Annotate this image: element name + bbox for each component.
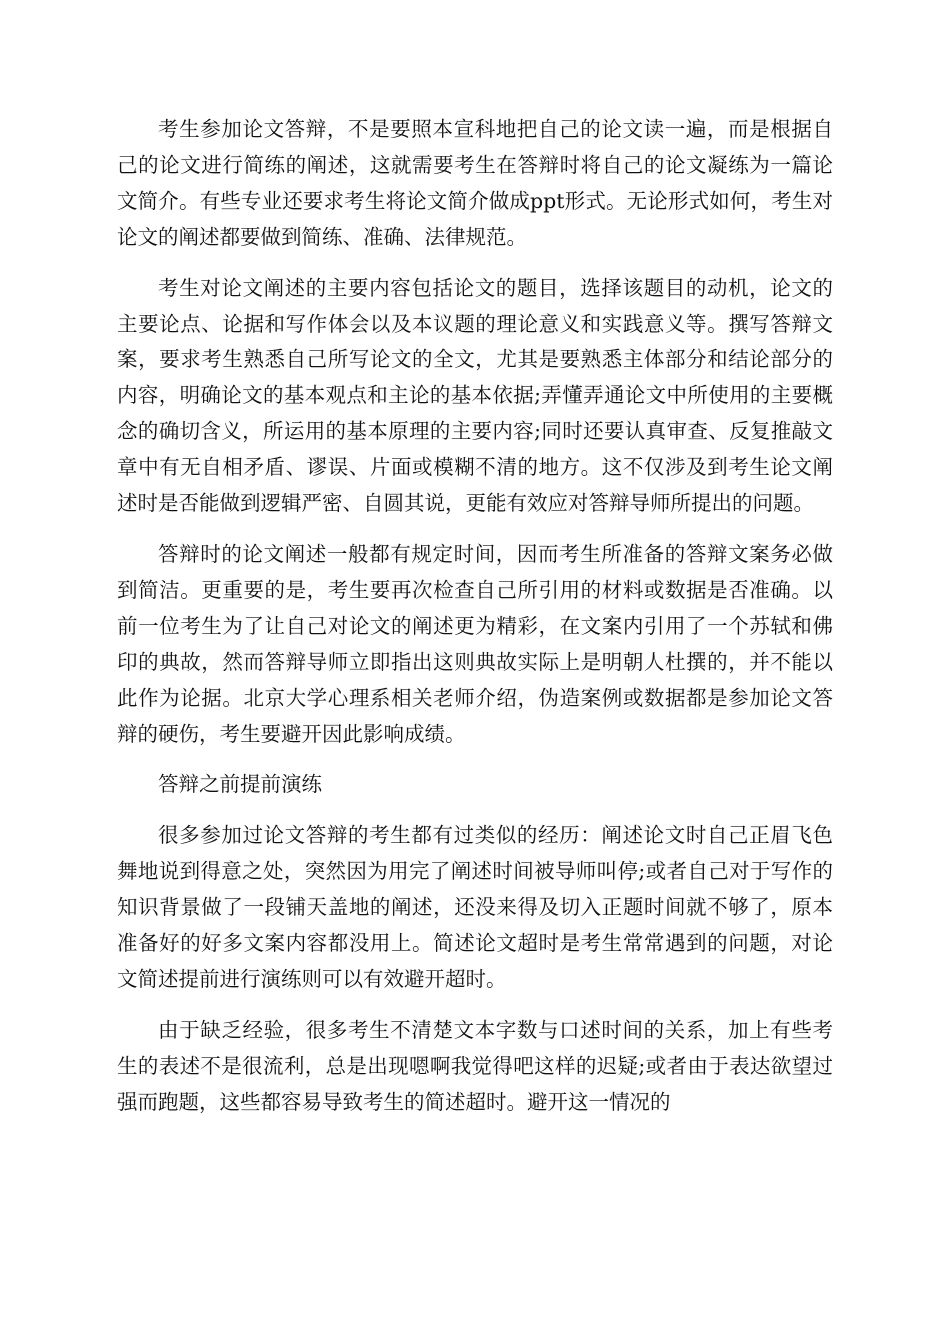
paragraph-3: 答辩时的论文阐述一般都有规定时间，因而考生所准备的答辩文案务必做到简洁。更重要的是，考生要再次检查自己所引用的材料或数据是否准确。以前一位考生为了让自己对论文的阐述更为精彩，在文案内引用了一个苏轼和佛印的典故，然而答辩导师立即指出这则典故实际上是明朝人杜撰的，并不能以此作为论据。北京大学心理系相关老师介绍，伪造案例或数据都是参加论文答辩的硬伤，考生要避开因此影响成绩。	[117, 541, 833, 746]
section-heading: 答辩之前提前演练	[158, 772, 322, 797]
paragraph-4: 很多参加过论文答辩的考生都有过类似的经历：阐述论文时自己正眉飞色舞地说到得意之处，突然因为用完了阐述时间被导师叫停;或者自己对于写作的知识背景做了一段铺天盖地的阐述，还没来得及切入正题时间就不够了，原本准备好的好多文案内容都没用上。简述论文超时是考生常常遇到的问题，对论文简述提前进行演练则可以有效避开超时。	[117, 823, 833, 991]
paragraph-5: 由于缺乏经验，很多考生不清楚文本字数与口述时间的关系，加上有些考生的表述不是很流利，总是出现嗯啊我觉得吧这样的迟疑;或者由于表达欲望过强而跑题，这些都容易导致考生的简述超时。避开这一情况的	[117, 1017, 833, 1114]
paragraph-2: 考生对论文阐述的主要内容包括论文的题目，选择该题目的动机，论文的主要论点、论据和写作体会以及本议题的理论意义和实践意义等。撰写答辩文案，要求考生熟悉自己所写论文的全文，尤其是要熟悉主体部分和结论部分的内容，明确论文的基本观点和主论的基本依据;弄懂弄通论文中所使用的主要概念的确切含义，所运用的基本原理的主要内容;同时还要认真审查、反复推敲文章中有无自相矛盾、谬误、片面或模糊不清的地方。这不仅涉及到考生论文阐述时是否能做到逻辑严密、自圆其说，更能有效应对答辩导师所提出的问题。	[117, 275, 833, 516]
document-page	[117, 112, 833, 1136]
paragraph-1: 考生参加论文答辩，不是要照本宣科地把自己的论文读一遍，而是根据自己的论文进行简练的阐述，这就需要考生在答辩时将自己的论文凝练为一篇论文简介。有些专业还要求考生将论文简介做成ppt形式。无论形式如何，考生对论文的阐述都要做到简练、准确、法律规范。	[117, 117, 833, 249]
